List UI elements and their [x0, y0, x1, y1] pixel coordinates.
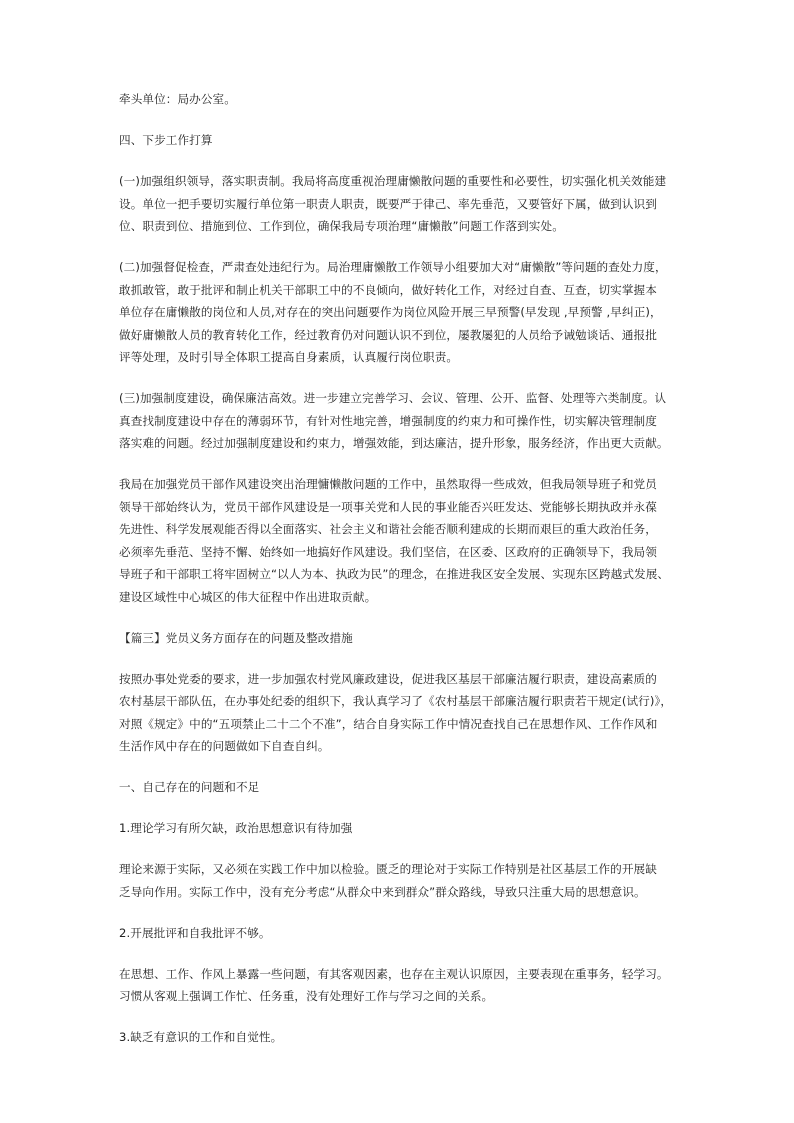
text-line: 按照办事处党委的要求，进一步加强农村党风廉政建设，促进我区基层干部廉洁履行职责，建设高素质的	[119, 671, 657, 686]
text-line: 领导干部始终认为，党员干部作风建设是一项事关党和人民的事业能否兴旺发达、党能够长期执政并永葆	[119, 499, 657, 514]
text-line: 必须率先垂范、坚持不懈、始终如一地搞好作风建设。我们坚信，在区委、区政府的正确领导下，我局领	[119, 544, 657, 559]
text-line: (二)加强督促检查，严肃查处违纪行为。局治理庸懒散工作领导小组要加大对“庸懒散”等问题的查处力度，	[119, 260, 667, 274]
text-line: 落实难的问题。经过加强制度建设和约束力，增强效能，到达廉洁，提升形象，服务经济，作出更大贡献。	[119, 436, 669, 450]
text-line: 3.缺乏有意识的工作和自觉性。	[119, 1030, 283, 1044]
paragraph	[119, 627, 679, 650]
paragraph	[119, 963, 679, 1008]
text-line: 真查找制度建设中存在的薄弱环节，有针对性地完善，增强制度的约束力和可操作性，切实解决管理制度	[119, 413, 657, 428]
paragraph	[119, 129, 679, 152]
paragraph	[119, 817, 679, 840]
paragraph	[119, 170, 679, 238]
text-line: 对照《规定》中的“五项禁止二十二个不准”，结合自身实际工作中情况查找自己在思想作风、工作作风和	[119, 716, 658, 731]
text-line: 我局在加强党员干部作风建设突出治理慵懒散问题的工作中，虽然取得一些成效，但我局领导班子和党员	[119, 477, 657, 491]
text-line: 四、下步工作打算	[119, 133, 213, 147]
text-line: 敢抓敢管，敢于批评和制止机关干部职工中的不良倾向，做好转化工作，对经过自查、互查，切实掌握本	[119, 282, 657, 297]
text-line: 生活作风中存在的问题做如下自查自纠。	[119, 739, 330, 753]
text-line: 理论来源于实际，又必须在实践工作中加以检验。匮乏的理论对于实际工作特别是社区基层工作的开展缺	[119, 862, 657, 876]
paragraph	[119, 473, 679, 608]
text-line: 评等处理，及时引导全体职工提高自身素质，认真履行岗位职责。	[119, 350, 459, 364]
text-line: 建设区域性中心城区的伟大征程中作出进取贡献。	[119, 589, 377, 604]
text-line: 乏导向作用。实际工作中，没有充分考虑“从群众中来到群众”群众路线，导致只注重大局的思想意识。	[119, 884, 646, 899]
document-page	[119, 88, 679, 1067]
text-line: 在思想、工作、作风上暴露一些问题，有其客观因素，也存在主观认识原因，主要表现在重事务，轻学习。	[119, 966, 669, 981]
paragraph	[119, 387, 679, 455]
text-line: 1.理论学习有所欠缺，政治思想意识有待加强	[119, 821, 353, 835]
text-line: 一、自己存在的问题和不足	[119, 780, 260, 794]
text-line: 农村基层干部队伍，在办事处纪委的组织下，我认真学习了《农村基层干部廉洁履行职责若干规定(试行)》，	[119, 694, 673, 708]
paragraph	[119, 256, 679, 369]
paragraph	[119, 776, 679, 799]
text-line: 设。单位一把手要切实履行单位第一职责人职责，既要严于律己、率先垂范，又要管好下属，做到认识到	[119, 196, 657, 211]
paragraph	[119, 922, 679, 945]
text-line: (三)加强制度建设，确保廉洁高效。进一步建立完善学习、会议、管理、公开、监督、处理等六类制度。认	[119, 391, 667, 405]
text-line: 导班子和干部职工将牢固树立“以人为本、执政为民”的理念，在推进我区安全发展、实现东区跨越式发展、	[119, 567, 670, 581]
text-line: 2.开展批评和自我批评不够。	[119, 925, 271, 940]
paragraph	[119, 88, 679, 111]
text-line: 做好庸懒散人员的教育转化工作，经过教育仍对问题认识不到位，屡教屡犯的人员给予诫勉谈话、通报批	[119, 327, 657, 342]
paragraph	[119, 858, 679, 903]
text-line: 牵头单位：局办公室。	[119, 92, 236, 106]
text-line: 先进性、科学发展观能否得以全面落实、社会主义和谐社会能否顺利建成的长期而艰巨的重大政治任务，	[119, 522, 657, 536]
paragraph	[119, 1026, 679, 1049]
text-line: (一)加强组织领导，落实职责制。我局将高度重视治理庸懒散问题的重要性和必要性，切实强化机关效能建	[119, 174, 667, 188]
paragraph	[119, 668, 679, 758]
text-line: 单位存在庸懒散的岗位和人员,对存在的突出问题要作为岗位风险开展三早预警(早发现 ,早预警 ,早纠正)，	[119, 305, 662, 319]
text-line: 【篇三】党员义务方面存在的问题及整改措施	[119, 630, 353, 645]
text-line: 位、职责到位、措施到位、工作到位，确保我局专项治理“庸懒散”问题工作落到实处。	[119, 219, 564, 233]
text-line: 习惯从客观上强调工作忙、任务重，没有处理好工作与学习之间的关系。	[119, 989, 494, 1003]
